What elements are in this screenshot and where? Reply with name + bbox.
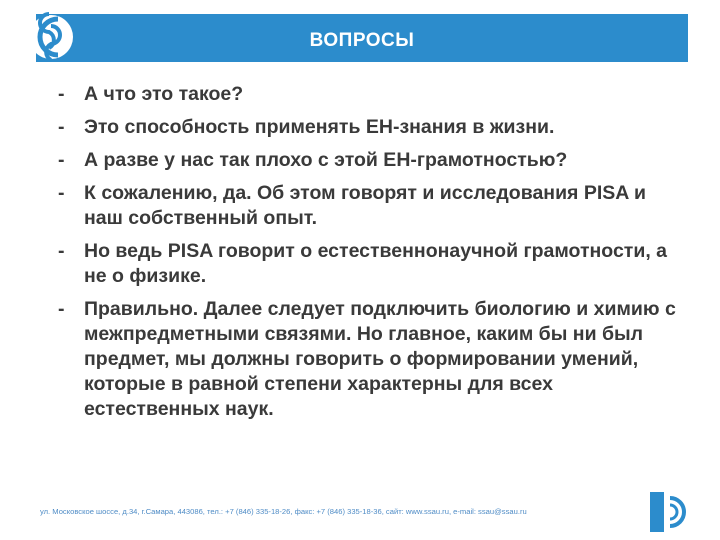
bullet-dash: - (58, 116, 65, 138)
footer-contacts: ул. Московское шоссе, д.34, г.Самара, 443086, тел.: +7 (846) 335-18-26, факс: +7 (846) 335-18-36, сайт: www.ssau.ru, e-mail: ssau@ssau.ru (40, 507, 527, 516)
university-logo-icon (28, 12, 74, 62)
bullet-text: К сожалению, да. Об этом говорят и исследования PISA и наш собственный опыт. (84, 182, 647, 229)
list-item (54, 148, 684, 173)
bullet-dash: - (58, 149, 65, 171)
list-item (54, 181, 684, 231)
bullet-dash: - (58, 182, 65, 204)
list-item (54, 115, 684, 140)
list-item (54, 297, 684, 422)
bullet-text: Но ведь PISA говорит о естественнонаучной грамотности, а не о физике. (84, 240, 668, 287)
list-item (54, 82, 684, 107)
bullet-text: А разве у нас так плохо с этой ЕН-грамотностью? (84, 149, 568, 171)
bullet-dash: - (58, 298, 65, 320)
bullet-text: Правильно. Далее следует подключить биологию и химию с межпредметными связями. Но главное, каким бы ни был предмет, мы должны говорить о формировании умений, которые в равной степени характерны для всех естественных наук. (84, 298, 676, 420)
list-item (54, 239, 684, 289)
bullet-dash: - (58, 240, 65, 262)
footer-logo-icon (650, 492, 688, 532)
question-list (54, 82, 684, 430)
page-title: ВОПРОСЫ (309, 30, 415, 51)
header-bar (36, 14, 688, 62)
footer-logo (650, 492, 688, 532)
bullet-text: Это способность применять ЕН-знания в жизни. (84, 116, 555, 138)
bullet-dash: - (58, 83, 65, 105)
bullet-text: А что это такое? (84, 83, 244, 105)
